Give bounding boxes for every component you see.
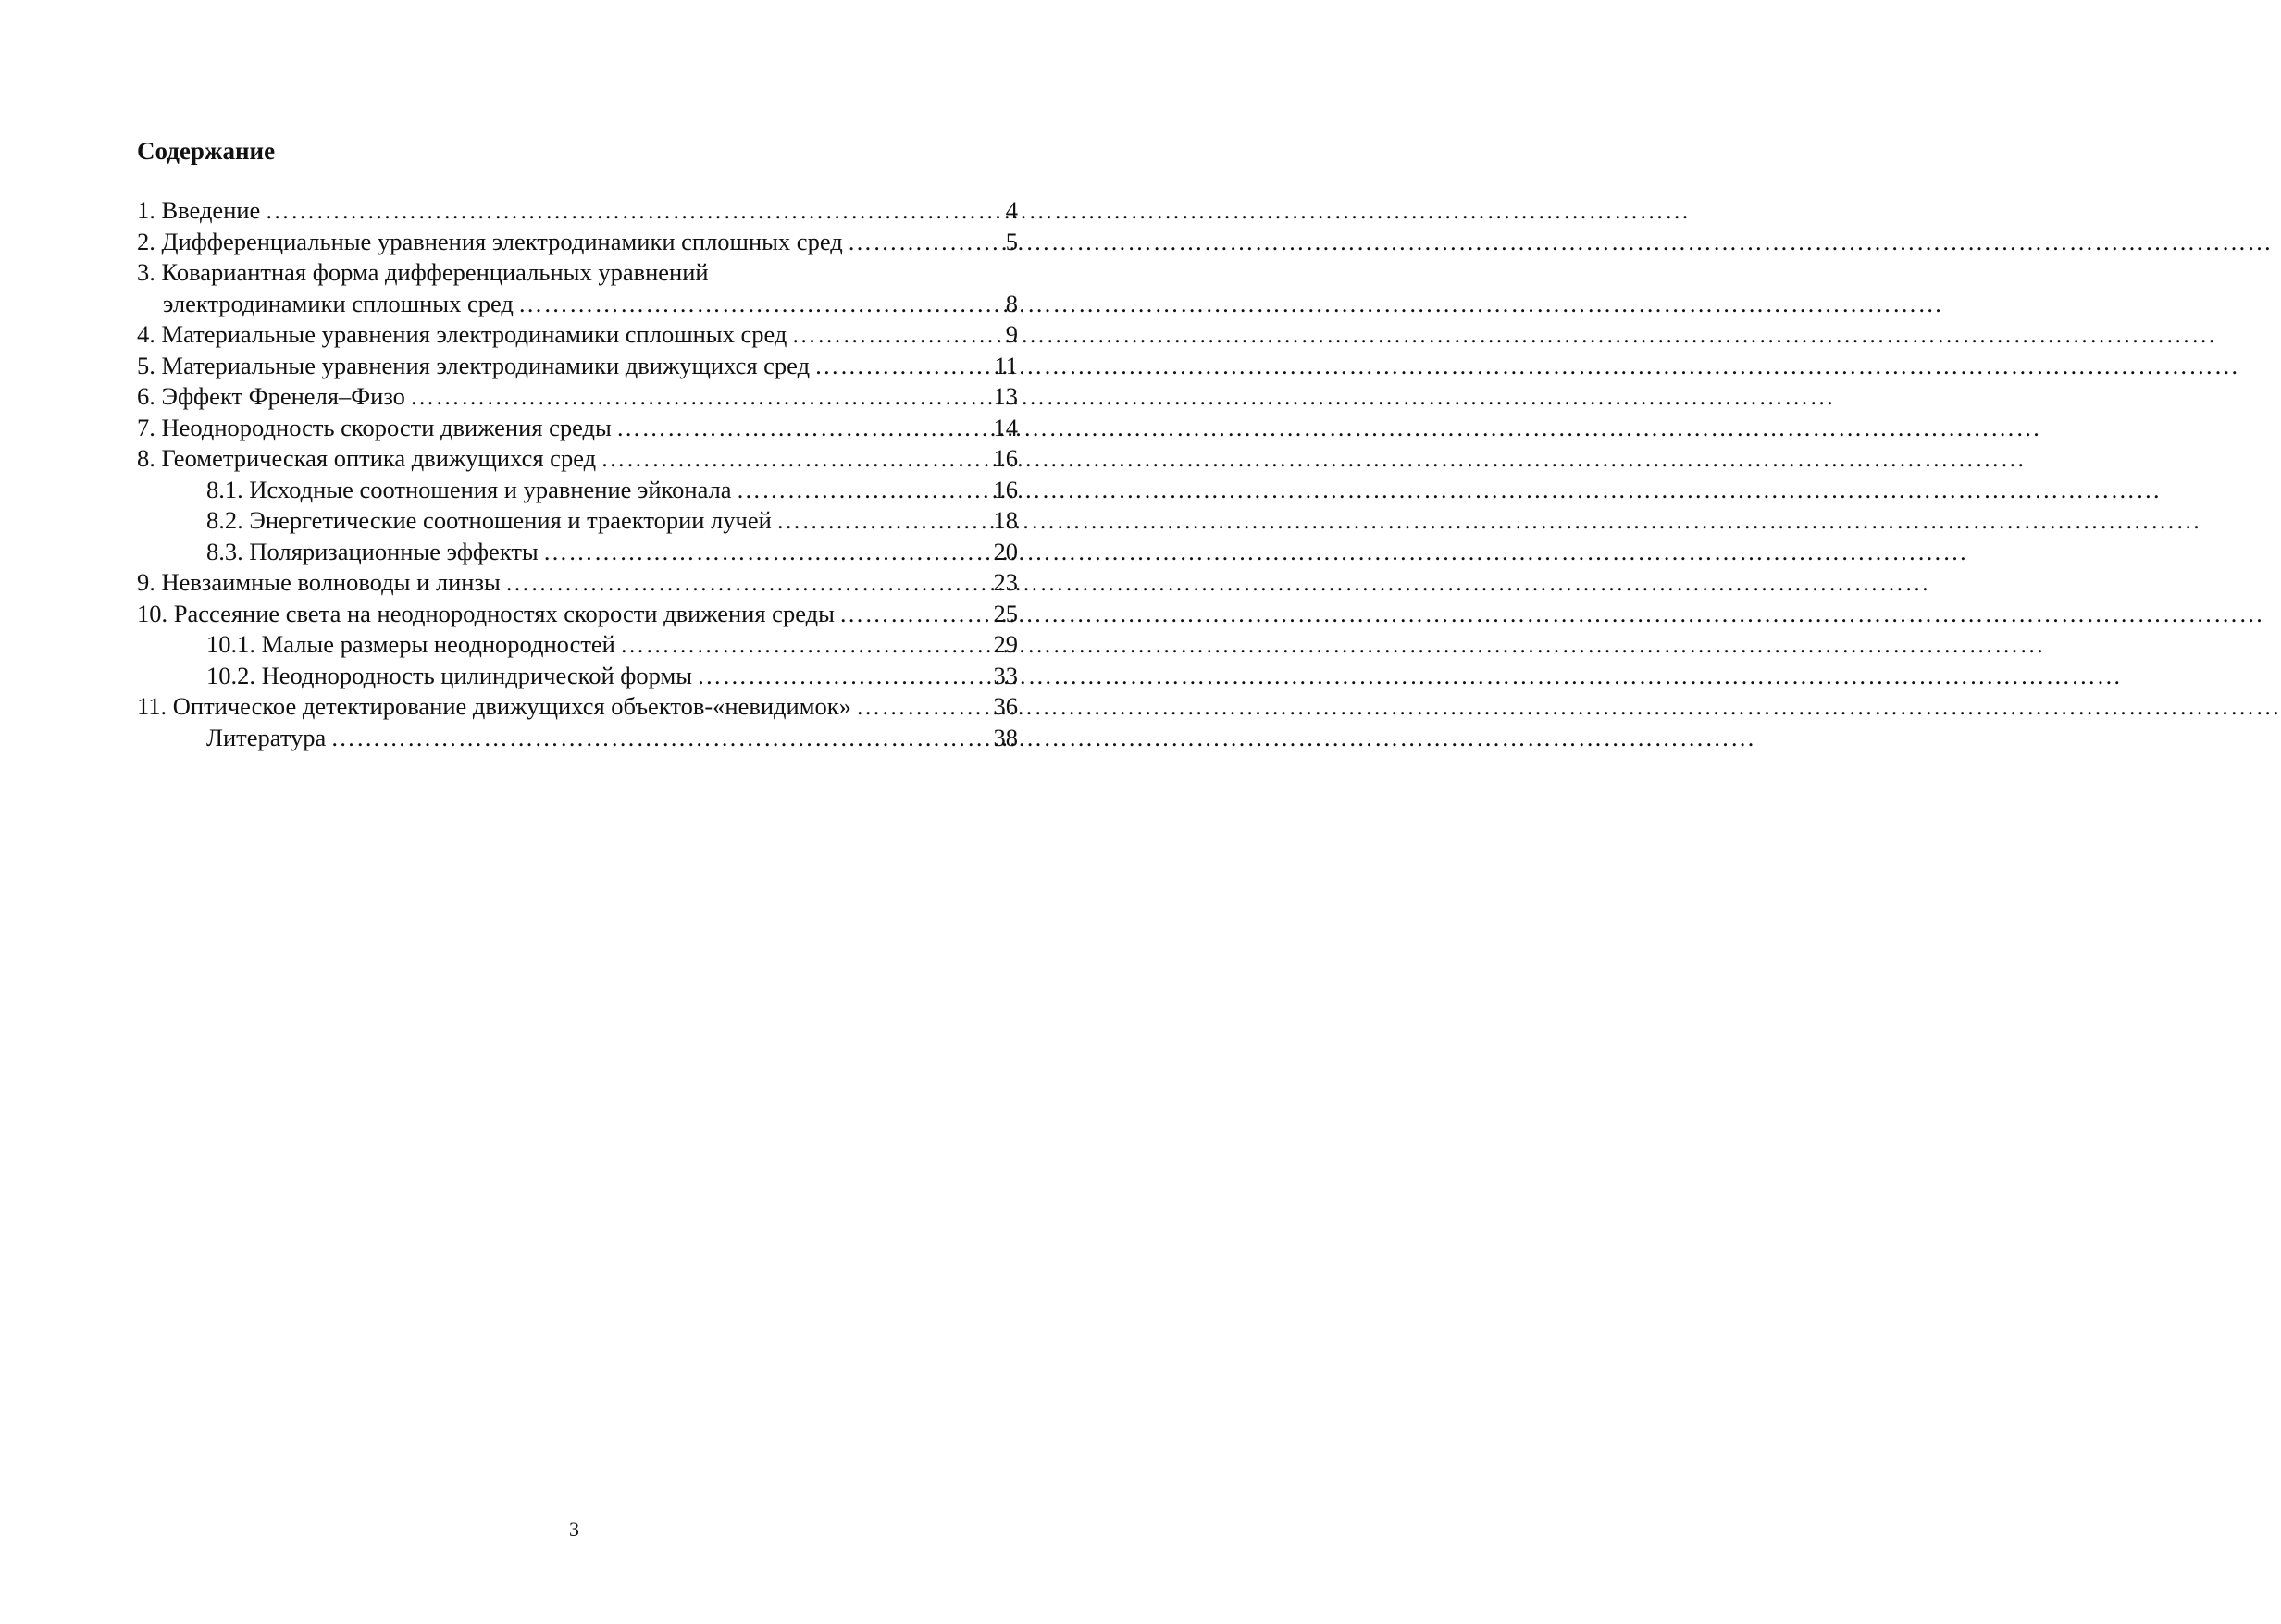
toc-dot-leader bbox=[839, 599, 989, 630]
toc-dot-leader bbox=[856, 691, 989, 723]
toc-dot-leader bbox=[791, 319, 1000, 351]
toc-dot-leader bbox=[776, 505, 989, 537]
toc-entry[interactable] bbox=[137, 413, 1018, 444]
toc-entry-title: Литература bbox=[206, 723, 327, 751]
toc-dot-leader bbox=[848, 227, 1001, 258]
toc-dot-leader bbox=[410, 381, 989, 413]
page-title: Содержание bbox=[137, 137, 276, 165]
toc-dot-leader bbox=[616, 413, 989, 444]
toc-entry-page: 16 bbox=[993, 475, 1018, 503]
page-number: 3 bbox=[569, 1518, 579, 1541]
toc-entry-title: 5. Материальные уравнения электродинамики движущихся сред bbox=[137, 351, 811, 379]
toc-entry[interactable] bbox=[137, 505, 1018, 537]
toc-entry-title: 8.1. Исходные соотношения и уравнение эйконала bbox=[206, 475, 732, 503]
toc-entry[interactable] bbox=[137, 257, 1018, 289]
toc-dot-leader bbox=[265, 195, 1000, 227]
toc-entry-page: 14 bbox=[993, 413, 1018, 441]
toc-entry-page: 5 bbox=[1005, 227, 1018, 255]
toc-entry[interactable] bbox=[137, 599, 1018, 630]
toc-entry-page: 4 bbox=[1005, 196, 1018, 224]
toc-entry-page: 20 bbox=[993, 537, 1018, 565]
toc-entry-title: 8.3. Поляризационные эффекты bbox=[206, 537, 539, 565]
toc-entry-title: 8. Геометрическая оптика движущихся сред bbox=[137, 444, 597, 472]
toc-entry-title: 2. Дифференциальные уравнения электродинамики сплошных сред bbox=[137, 227, 843, 255]
toc-dot-leader bbox=[330, 723, 988, 754]
toc-entry[interactable] bbox=[137, 381, 1018, 413]
toc-entry[interactable] bbox=[137, 227, 1018, 258]
toc-entry[interactable] bbox=[137, 195, 1018, 227]
toc-dot-leader bbox=[620, 629, 989, 661]
toc-dot-leader bbox=[814, 351, 989, 382]
toc-dot-leader bbox=[543, 537, 989, 568]
toc-entry[interactable] bbox=[137, 723, 1018, 754]
toc-entry-page: 11 bbox=[994, 351, 1018, 379]
toc-entry[interactable] bbox=[137, 475, 1018, 506]
toc-dot-leader bbox=[737, 475, 989, 506]
table-of-contents bbox=[137, 195, 1018, 753]
toc-entry-title: 10. Рассеяние света на неоднородностях скорости движения среды bbox=[137, 599, 835, 627]
toc-entry-title: 3. Ковариантная форма дифференциальных уравнений bbox=[137, 258, 709, 286]
toc-dot-leader bbox=[697, 661, 988, 692]
toc-dot-leader bbox=[518, 289, 1001, 320]
toc-entry[interactable] bbox=[137, 319, 1018, 351]
toc-entry-page: 8 bbox=[1005, 289, 1018, 317]
toc-entry-title: 7. Неоднородность скорости движения среды bbox=[137, 413, 612, 441]
toc-entry-page: 23 bbox=[993, 568, 1018, 596]
toc-dot-leader bbox=[505, 567, 989, 599]
toc-entry-page: 38 bbox=[993, 723, 1018, 751]
toc-entry-title: 4. Материальные уравнения электродинамики сплошных сред bbox=[137, 320, 787, 348]
toc-entry-page: 29 bbox=[993, 630, 1018, 658]
toc-dot-leader bbox=[601, 443, 988, 475]
toc-entry-title: 1. Введение bbox=[137, 196, 261, 224]
toc-entry-page: 25 bbox=[993, 599, 1018, 627]
toc-entry-title: 10.1. Малые размеры неоднородностей bbox=[206, 630, 615, 658]
toc-entry-page: 18 bbox=[993, 506, 1018, 534]
toc-entry[interactable] bbox=[137, 443, 1018, 475]
toc-entry-page: 13 bbox=[993, 382, 1018, 410]
toc-entry-title: электродинамики сплошных сред bbox=[163, 289, 514, 317]
toc-entry-page: 16 bbox=[993, 444, 1018, 472]
toc-entry[interactable] bbox=[137, 567, 1018, 599]
toc-entry-page: 9 bbox=[1005, 320, 1018, 348]
toc-entry[interactable] bbox=[137, 537, 1018, 568]
toc-entry-page: 33 bbox=[993, 661, 1018, 689]
toc-entry-title: 9. Невзаимные волноводы и линзы bbox=[137, 568, 501, 596]
toc-entry[interactable] bbox=[137, 629, 1018, 661]
toc-entry-title: 10.2. Неоднородность цилиндрической формы bbox=[206, 661, 693, 689]
toc-entry[interactable] bbox=[137, 351, 1018, 382]
toc-entry[interactable] bbox=[137, 661, 1018, 692]
toc-entry-title: 6. Эффект Френеля–Физо bbox=[137, 382, 405, 410]
toc-entry[interactable] bbox=[137, 691, 1018, 723]
toc-entry-title: 11. Оптическое детектирование движущихся объектов-«невидимок» bbox=[137, 692, 851, 720]
toc-entry-title: 8.2. Энергетические соотношения и траектории лучей bbox=[206, 506, 772, 534]
toc-entry-page: 36 bbox=[993, 692, 1018, 720]
toc-entry[interactable] bbox=[137, 289, 1018, 320]
